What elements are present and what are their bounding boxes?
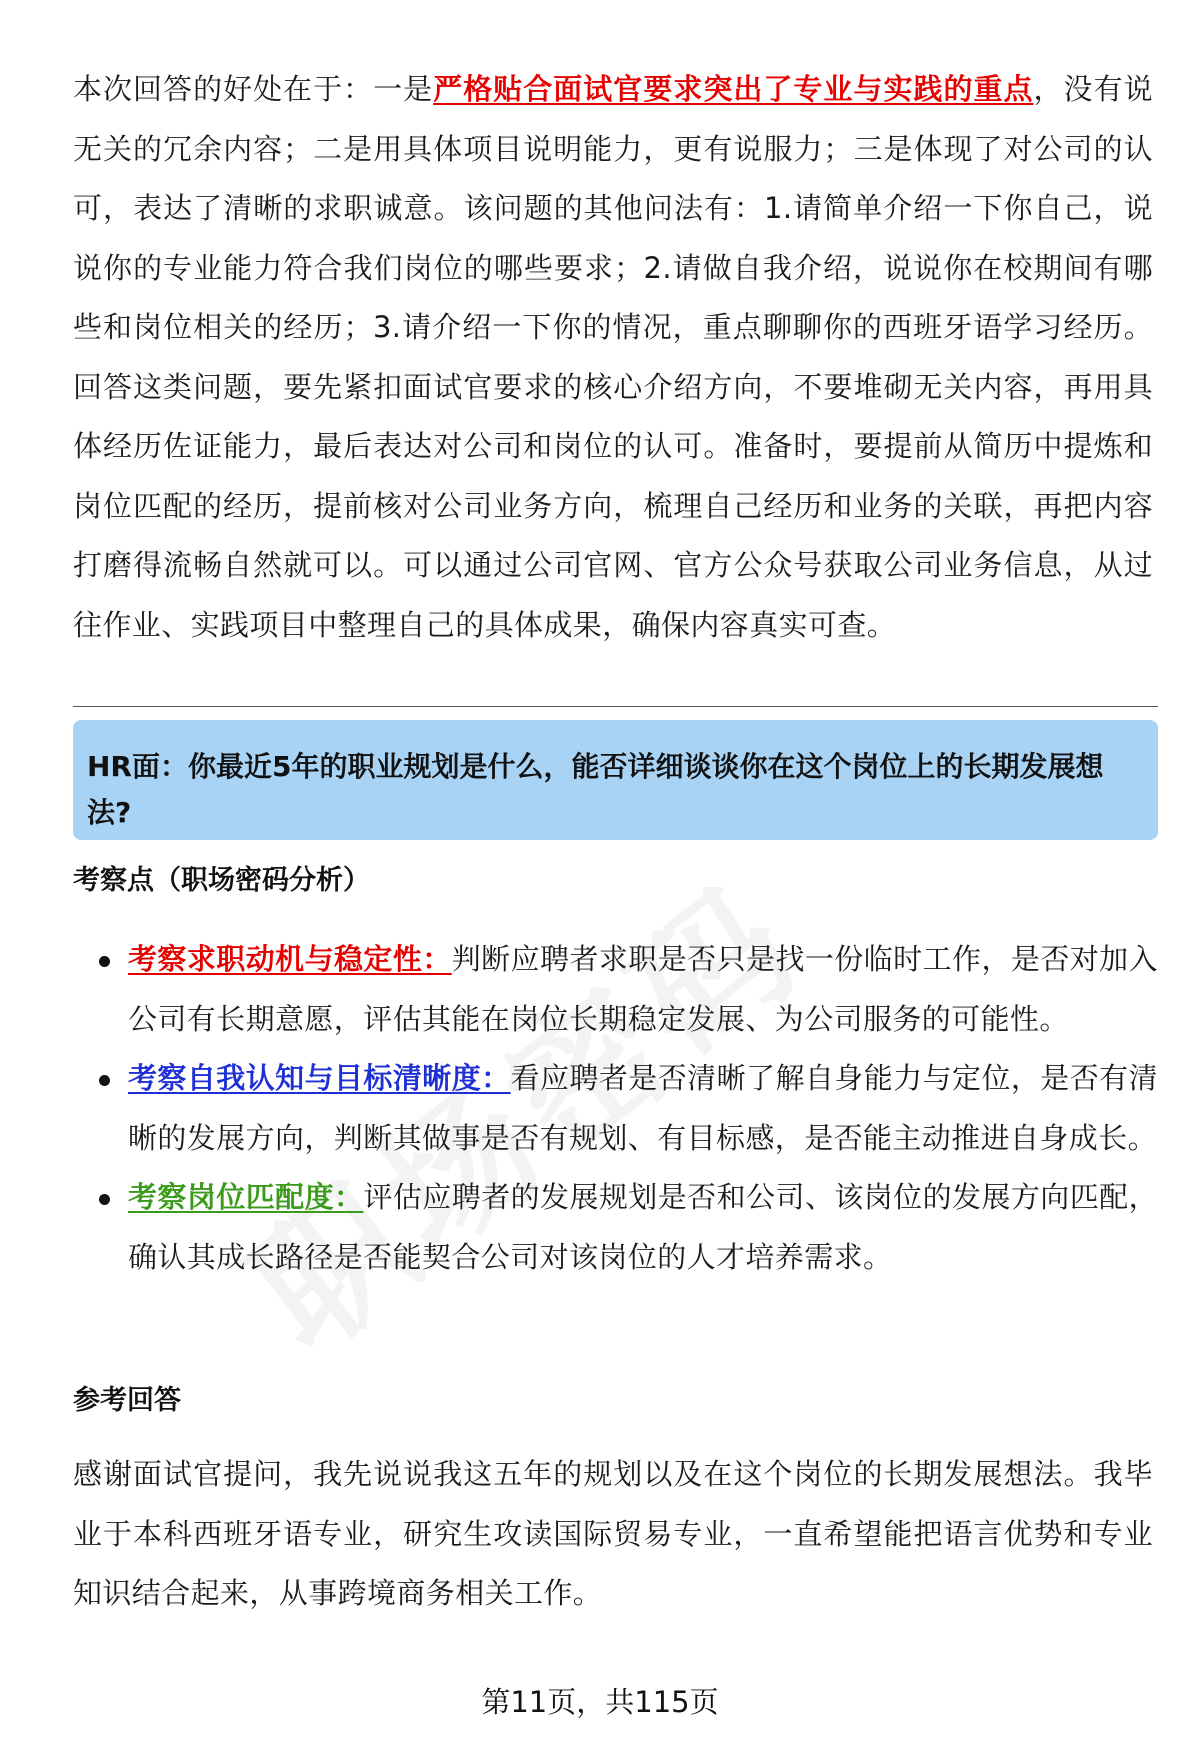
exam-point-key: 考察求职动机与稳定性：	[128, 942, 452, 976]
exam-point	[73, 1168, 1158, 1287]
exam-point	[73, 930, 1158, 1049]
exam-point-key: 考察自我认知与目标清晰度：	[128, 1061, 511, 1095]
question-box: HR面：你最近5年的职业规划是什么，能否详细谈谈你在这个岗位上的长期发展想法?	[73, 720, 1158, 840]
exam-points-list	[73, 930, 1158, 1287]
reference-answer-heading: 参考回答	[73, 1385, 181, 1416]
reference-answer-text: 感谢面试官提问，我先说说我这五年的规划以及在这个岗位的长期发展想法。我毕业于本科西班牙语专业，研究生攻读国际贸易专业，一直希望能把语言优势和专业知识结合起来，从事跨境商务相关工作。	[73, 1457, 1153, 1610]
exam-points-heading: 考察点（职场密码分析）	[73, 865, 370, 896]
intro-paragraph	[73, 60, 1153, 655]
page-number: 第11页，共115页	[481, 1685, 719, 1719]
exam-point-text: 看应聘者是否清晰了解自身能力与定位，是否有清晰的发展方向，判断其做事是否有规划、有目标感，是否能主动推进自身成长。	[128, 1061, 1158, 1155]
intro-suffix: ，没有说无关的冗余内容；二是用具体项目说明能力，更有说服力；三是体现了对公司的认可，表达了清晰的求职诚意。该问题的其他问法有：1.请简单介绍一下你自己，说说你的专业能力符合我们岗位的哪些要求；2.请做自我介绍，说说你在校期间有哪些和岗位相关的经历；3.请介绍一下你的情况，重点聊聊你的西班牙语学习经历。回答这类问题，要先紧扣面试官要求的核心介绍方向，不要堆砌无关内容，再用具体经历佐证能力，最后表达对公司和岗位的认可。准备时，要提前从简历中提炼和岗位匹配的经历，提前核对公司业务方向，梳理自己经历和业务的关联，再把内容打磨得流畅自然就可以。可以通过公司官网、官方公众号获取公司业务信息，从过往作业、实践项目中整理自己的具体成果，确保内容真实可查。	[73, 72, 1153, 642]
intro-prefix: 本次回答的好处在于：一是	[73, 72, 434, 106]
exam-point-key: 考察岗位匹配度：	[128, 1180, 364, 1214]
exam-point-text: 评估应聘者的发展规划是否和公司、该岗位的发展方向匹配，确认其成长路径是否能契合公司对该岗位的人才培养需求。	[128, 1180, 1158, 1274]
exam-point-text: 判断应聘者求职是否只是找一份临时工作，是否对加入公司有长期意愿，评估其能在岗位长期稳定发展、为公司服务的可能性。	[128, 942, 1159, 1036]
exam-point	[73, 1049, 1158, 1168]
bullet-icon	[99, 1194, 110, 1205]
bullet-icon	[99, 1075, 110, 1086]
intro-highlight: 严格贴合面试官要求突出了专业与实践的重点	[433, 72, 1034, 106]
bullet-icon	[99, 956, 110, 967]
section-divider	[73, 706, 1158, 707]
